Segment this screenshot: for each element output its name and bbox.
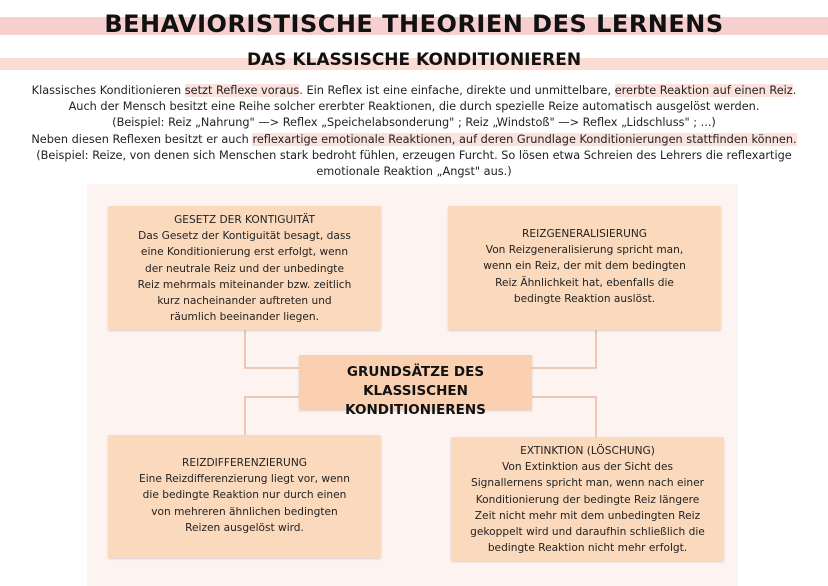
- box-line: gekoppelt wird und daraufhin schließlich die: [470, 526, 705, 539]
- box-line: der neutrale Reiz und der unbedingte: [145, 262, 344, 275]
- box-line: Von Reizgeneralisierung spricht man,: [485, 244, 684, 257]
- box-line: die bedingte Reaktion nur durch einen: [142, 489, 347, 502]
- box-line: eine Konditionierung erst erfolgt, wenn: [140, 246, 349, 259]
- intro-line-6: emotionale Reaktion „Angst" aus.): [316, 165, 512, 179]
- box-line: Eine Reizdifferenzierung liegt vor, wenn: [139, 473, 350, 486]
- box-line: wenn ein Reiz, der mit dem bedingten: [483, 260, 686, 273]
- highlight-ererbte-reaktion: ererbte Reaktion auf einen Reiz: [614, 84, 793, 97]
- highlight-reflexe: setzt Reflexe voraus: [184, 84, 300, 97]
- box-line: von mehreren ähnlichen bedingten: [151, 505, 338, 518]
- page-subtitle: DAS KLASSISCHE KONDITIONIEREN: [246, 50, 582, 70]
- box-title: REIZDIFFERENZIERUNG: [182, 457, 307, 469]
- box-title: REIZGENERALISIERUNG: [522, 228, 647, 240]
- box-line: Reiz Ähnlichkeit hat, ebenfalls die: [495, 276, 674, 289]
- center-box-grundsaetze: [299, 355, 532, 418]
- highlight-emotionale-reaktionen: reflexartige emotionale Reaktionen, auf deren Grundlage Konditionierungen stattfinden können.: [252, 132, 797, 146]
- box-title: GESETZ DER KONTIGUITÄT: [174, 214, 315, 226]
- box-gesetz-der-kontiguitaet: [108, 206, 381, 330]
- box-line: bedingte Reaktion auslöst.: [513, 292, 656, 305]
- intro-line-3: (Beispiel: Reiz „Nahrung" —> Reflex „Speichelabsonderung" ; Reiz „Windstoß" —> Reflex „Lidschluss" ; ...): [112, 116, 716, 130]
- box-line: Das Gesetz der Kontiguität besagt, dass: [138, 230, 351, 243]
- box-line: kurz nacheinander auftreten und: [157, 295, 332, 308]
- box-line: Zeit nicht mehr mit dem unbedingten Reiz: [474, 509, 701, 522]
- connector-kontiguitaet: [245, 330, 299, 368]
- center-title-line-2: KONDITIONIERENS: [345, 402, 486, 418]
- box-line: Von Extinktion aus der Sicht des: [501, 461, 674, 474]
- intro-line-2: Auch der Mensch besitzt eine Reihe solcher ererbter Reaktionen, die durch spezielle Reize automatisch ausgelöst werden.: [68, 100, 760, 114]
- box-reizdifferenzierung: [108, 435, 381, 558]
- box-reizgeneralisierung: [448, 206, 721, 330]
- box-line: Konditionierung der bedingte Reiz längere: [475, 493, 700, 506]
- box-line: Signallernens spricht man, wenn nach einer: [470, 477, 704, 490]
- connector-differenzierung: [245, 397, 299, 435]
- page-title: BEHAVIORISTISCHE THEORIEN DES LERNENS: [104, 10, 724, 38]
- box-line: Reizen ausgelöst wird.: [185, 521, 304, 534]
- box-title: EXTINKTION (LÖSCHUNG): [520, 445, 655, 457]
- intro-line-1: Klassisches Konditionieren setzt Reflexe voraus. Ein Reflex ist eine einfache, direkte und unmittelbare, ererbte Reaktion auf einen Reiz.: [31, 84, 797, 97]
- box-line: Reiz mehrmals miteinander bzw. zeitlich: [137, 278, 352, 291]
- box-line: bedingte Reaktion nicht mehr erfolgt.: [487, 542, 688, 555]
- connector-generalisierung: [532, 330, 596, 368]
- intro-line-5: (Beispiel: Reize, von denen sich Menschen stark bedroht fühlen, erzeugen Furcht. So lösen etwa Schreien des Lehrers die reflexartige: [36, 148, 792, 162]
- intro-line-4: Neben diesen Reflexen besitzt er auch reflexartige emotionale Reaktionen, auf deren Grundlage Konditionierungen stattfinden können.: [31, 132, 797, 146]
- center-title-line-1: GRUNDSÄTZE DES KLASSISCHEN: [346, 364, 485, 399]
- box-line: räumlich beeinander liegen.: [170, 311, 319, 324]
- box-extinktion: [451, 437, 724, 561]
- connector-extinktion: [532, 397, 596, 437]
